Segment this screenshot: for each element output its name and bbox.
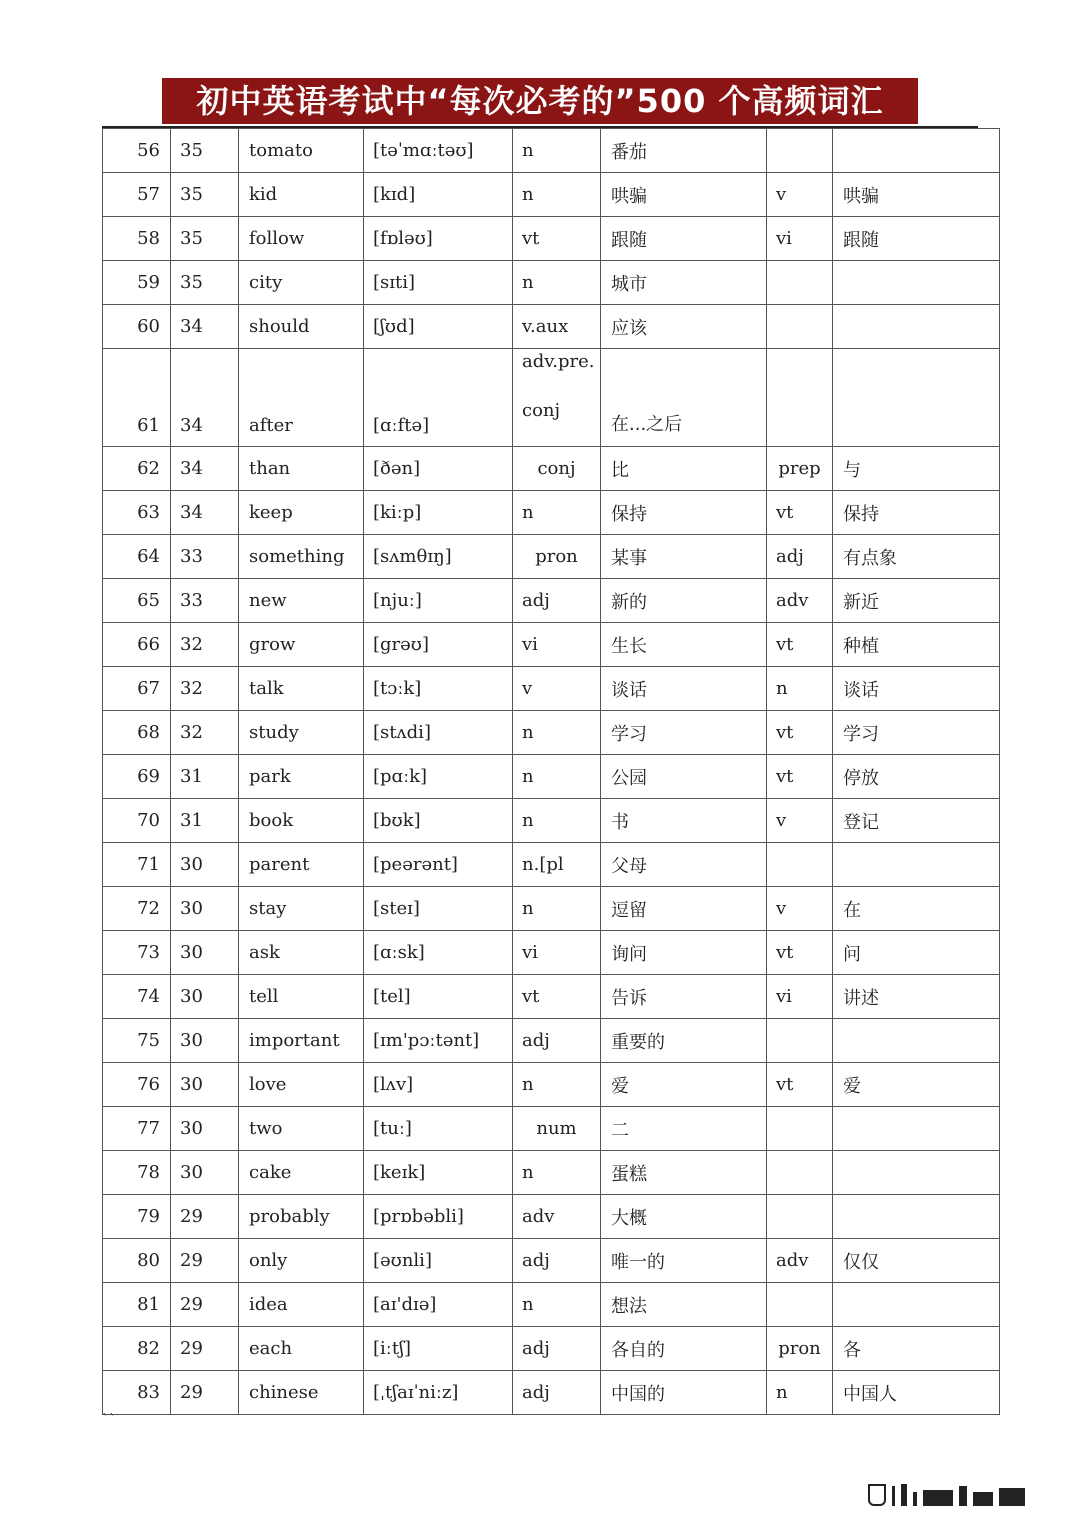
page-title: 初中英语考试中“每次必考的”500 个高频词汇: [162, 78, 918, 124]
table-row: [103, 491, 1000, 535]
part-of-speech-cell: [513, 349, 601, 447]
secondary-pos-cell: [767, 1151, 833, 1195]
part-of-speech-cell: adj: [513, 1239, 601, 1283]
secondary-meaning-cell: [833, 261, 1000, 305]
phonetic-cell: [aɪ'dɪə]: [364, 1283, 513, 1327]
phonetic-cell: [peərənt]: [364, 843, 513, 887]
part-of-speech-cell: n: [513, 129, 601, 173]
meaning-cell: 逗留: [601, 887, 767, 931]
frequency-cell: 29: [171, 1327, 239, 1371]
row-number: 77: [103, 1107, 171, 1151]
secondary-pos-cell: vt: [767, 931, 833, 975]
secondary-pos-cell: [767, 1107, 833, 1151]
secondary-pos-cell: [767, 261, 833, 305]
table-row: [103, 1151, 1000, 1195]
phonetic-cell: [kiːp]: [364, 491, 513, 535]
meaning-cell: 二: [601, 1107, 767, 1151]
meaning-cell: 生长: [601, 623, 767, 667]
part-of-speech-cell: n: [513, 261, 601, 305]
table-row: [103, 667, 1000, 711]
secondary-meaning-cell: [833, 129, 1000, 173]
word-cell: kid: [239, 173, 364, 217]
secondary-meaning-cell: [833, 349, 1000, 447]
table-row: [103, 217, 1000, 261]
secondary-meaning-cell: 讲述: [833, 975, 1000, 1019]
row-number: 56: [103, 129, 171, 173]
frequency-cell: 29: [171, 1283, 239, 1327]
table-row: [103, 579, 1000, 623]
secondary-meaning-cell: 跟随: [833, 217, 1000, 261]
row-number: 83: [103, 1371, 171, 1415]
frequency-cell: 30: [171, 1063, 239, 1107]
meaning-cell: 想法: [601, 1283, 767, 1327]
table-row: [103, 261, 1000, 305]
row-number: 75: [103, 1019, 171, 1063]
meaning-cell: 哄骗: [601, 173, 767, 217]
part-of-speech-cell: vi: [513, 931, 601, 975]
word-cell: follow: [239, 217, 364, 261]
frequency-cell: 29: [171, 1239, 239, 1283]
frequency-cell: 35: [171, 217, 239, 261]
row-number: 64: [103, 535, 171, 579]
meaning-cell: 城市: [601, 261, 767, 305]
meaning-cell: 比: [601, 447, 767, 491]
phonetic-cell: [sʌmθɪŋ]: [364, 535, 513, 579]
word-cell: ask: [239, 931, 364, 975]
meaning-cell: 书: [601, 799, 767, 843]
word-cell: probably: [239, 1195, 364, 1239]
part-of-speech-cell: vt: [513, 217, 601, 261]
phonetic-cell: [fɒləʊ]: [364, 217, 513, 261]
phonetic-cell: [ʃʊd]: [364, 305, 513, 349]
table-row: [103, 349, 1000, 447]
frequency-cell: 29: [171, 1195, 239, 1239]
row-number: 81: [103, 1283, 171, 1327]
secondary-pos-cell: vi: [767, 217, 833, 261]
frequency-cell: 34: [171, 491, 239, 535]
frequency-cell: 32: [171, 711, 239, 755]
part-of-speech-cell: n: [513, 755, 601, 799]
frequency-cell: 29: [171, 1371, 239, 1415]
word-cell: grow: [239, 623, 364, 667]
frequency-cell: 34: [171, 305, 239, 349]
phonetic-cell: [lʌv]: [364, 1063, 513, 1107]
frequency-cell: 32: [171, 623, 239, 667]
phonetic-cell: [təˈmɑːtəʊ]: [364, 129, 513, 173]
frequency-cell: 30: [171, 843, 239, 887]
word-cell: stay: [239, 887, 364, 931]
frequency-cell: 35: [171, 129, 239, 173]
row-number: 70: [103, 799, 171, 843]
meaning-cell: 爱: [601, 1063, 767, 1107]
secondary-meaning-cell: 学习: [833, 711, 1000, 755]
word-cell: than: [239, 447, 364, 491]
secondary-pos-cell: vt: [767, 755, 833, 799]
word-cell: study: [239, 711, 364, 755]
secondary-pos-cell: [767, 305, 833, 349]
meaning-cell: 询问: [601, 931, 767, 975]
secondary-pos-cell: vt: [767, 1063, 833, 1107]
row-number: 58: [103, 217, 171, 261]
part-of-speech-cell: adj: [513, 1019, 601, 1063]
secondary-pos-cell: [767, 1283, 833, 1327]
word-cell: cake: [239, 1151, 364, 1195]
table-row: [103, 1239, 1000, 1283]
secondary-meaning-cell: 在: [833, 887, 1000, 931]
word-cell: book: [239, 799, 364, 843]
phonetic-cell: [kɪd]: [364, 173, 513, 217]
meaning-cell: 谈话: [601, 667, 767, 711]
table-row: [103, 799, 1000, 843]
word-cell: after: [239, 349, 364, 447]
secondary-meaning-cell: 种植: [833, 623, 1000, 667]
part-of-speech-cell: n: [513, 1283, 601, 1327]
secondary-meaning-cell: [833, 1195, 1000, 1239]
frequency-cell: 30: [171, 1107, 239, 1151]
table-row: [103, 305, 1000, 349]
secondary-pos-cell: prep: [767, 447, 833, 491]
table-row: [103, 1063, 1000, 1107]
meaning-cell: 唯一的: [601, 1239, 767, 1283]
part-of-speech-cell: n.[pl: [513, 843, 601, 887]
word-cell: talk: [239, 667, 364, 711]
row-number: 57: [103, 173, 171, 217]
part-of-speech-cell: n: [513, 1151, 601, 1195]
meaning-cell: 公园: [601, 755, 767, 799]
phonetic-cell: [iːtʃ]: [364, 1327, 513, 1371]
meaning-cell: 新的: [601, 579, 767, 623]
part-of-speech-cell: vi: [513, 623, 601, 667]
footer-mark: ``: [102, 1412, 116, 1428]
secondary-meaning-cell: 各: [833, 1327, 1000, 1371]
table-row: [103, 931, 1000, 975]
secondary-meaning-cell: 仅仅: [833, 1239, 1000, 1283]
secondary-pos-cell: [767, 843, 833, 887]
part-of-speech-cell: n: [513, 887, 601, 931]
secondary-meaning-cell: [833, 305, 1000, 349]
phonetic-cell: [pɑːk]: [364, 755, 513, 799]
part-of-speech-cell: n: [513, 1063, 601, 1107]
phonetic-cell: [bʊk]: [364, 799, 513, 843]
phonetic-cell: [grəʊ]: [364, 623, 513, 667]
table-row: [103, 447, 1000, 491]
row-number: 72: [103, 887, 171, 931]
meaning-cell: 各自的: [601, 1327, 767, 1371]
frequency-cell: 30: [171, 887, 239, 931]
phonetic-cell: [tel]: [364, 975, 513, 1019]
row-number: 63: [103, 491, 171, 535]
secondary-meaning-cell: [833, 843, 1000, 887]
row-number: 80: [103, 1239, 171, 1283]
secondary-pos-cell: v: [767, 173, 833, 217]
row-number: 78: [103, 1151, 171, 1195]
phonetic-cell: [əʊnli]: [364, 1239, 513, 1283]
row-number: 71: [103, 843, 171, 887]
frequency-cell: 35: [171, 173, 239, 217]
watermark-icon: [868, 1484, 1058, 1506]
row-number: 76: [103, 1063, 171, 1107]
meaning-cell: 番茄: [601, 129, 767, 173]
meaning-cell: 保持: [601, 491, 767, 535]
table-row: [103, 975, 1000, 1019]
secondary-pos-cell: [767, 349, 833, 447]
frequency-cell: 33: [171, 535, 239, 579]
secondary-pos-cell: vi: [767, 975, 833, 1019]
part-of-speech-cell: adj: [513, 1327, 601, 1371]
meaning-cell: 大概: [601, 1195, 767, 1239]
phonetic-cell: [sɪti]: [364, 261, 513, 305]
phonetic-cell: [prɒbəbli]: [364, 1195, 513, 1239]
phonetic-cell: [tɔːk]: [364, 667, 513, 711]
word-cell: only: [239, 1239, 364, 1283]
frequency-cell: 30: [171, 931, 239, 975]
secondary-meaning-cell: 有点象: [833, 535, 1000, 579]
table-row: [103, 1107, 1000, 1151]
secondary-meaning-cell: 中国人: [833, 1371, 1000, 1415]
secondary-pos-cell: [767, 129, 833, 173]
row-number: 73: [103, 931, 171, 975]
pos-line: conj: [522, 400, 561, 421]
part-of-speech-cell: n: [513, 711, 601, 755]
word-cell: should: [239, 305, 364, 349]
secondary-pos-cell: adj: [767, 535, 833, 579]
row-number: 79: [103, 1195, 171, 1239]
phonetic-cell: [stʌdi]: [364, 711, 513, 755]
part-of-speech-cell: adj: [513, 579, 601, 623]
word-cell: something: [239, 535, 364, 579]
phonetic-cell: [ɑːsk]: [364, 931, 513, 975]
secondary-meaning-cell: [833, 1107, 1000, 1151]
meaning-cell: 父母: [601, 843, 767, 887]
table-row: [103, 755, 1000, 799]
meaning-cell: 告诉: [601, 975, 767, 1019]
table-row: [103, 1195, 1000, 1239]
table-row: [103, 129, 1000, 173]
row-number: 74: [103, 975, 171, 1019]
meaning-cell: 中国的: [601, 1371, 767, 1415]
frequency-cell: 33: [171, 579, 239, 623]
row-number: 67: [103, 667, 171, 711]
part-of-speech-cell: num: [513, 1107, 601, 1151]
frequency-cell: 34: [171, 447, 239, 491]
table-row: [103, 1283, 1000, 1327]
secondary-pos-cell: vt: [767, 711, 833, 755]
row-number: 82: [103, 1327, 171, 1371]
phonetic-cell: [tuː]: [364, 1107, 513, 1151]
word-cell: important: [239, 1019, 364, 1063]
secondary-pos-cell: [767, 1019, 833, 1063]
part-of-speech-cell: v.aux: [513, 305, 601, 349]
secondary-meaning-cell: 与: [833, 447, 1000, 491]
meaning-cell: 应该: [601, 305, 767, 349]
row-number: 59: [103, 261, 171, 305]
secondary-pos-cell: n: [767, 667, 833, 711]
meaning-cell: 在...之后: [601, 349, 767, 447]
secondary-pos-cell: v: [767, 799, 833, 843]
phonetic-cell: [ˌtʃaɪˈniːz]: [364, 1371, 513, 1415]
table-row: [103, 711, 1000, 755]
word-cell: keep: [239, 491, 364, 535]
table-row: [103, 173, 1000, 217]
secondary-meaning-cell: [833, 1283, 1000, 1327]
meaning-cell: 蛋糕: [601, 1151, 767, 1195]
frequency-cell: 30: [171, 1019, 239, 1063]
phonetic-cell: [steɪ]: [364, 887, 513, 931]
secondary-pos-cell: v: [767, 887, 833, 931]
word-cell: tomato: [239, 129, 364, 173]
secondary-pos-cell: pron: [767, 1327, 833, 1371]
word-cell: park: [239, 755, 364, 799]
secondary-meaning-cell: 登记: [833, 799, 1000, 843]
word-cell: two: [239, 1107, 364, 1151]
meaning-cell: 学习: [601, 711, 767, 755]
row-number: 69: [103, 755, 171, 799]
part-of-speech-cell: pron: [513, 535, 601, 579]
secondary-pos-cell: n: [767, 1371, 833, 1415]
frequency-cell: 31: [171, 755, 239, 799]
frequency-cell: 31: [171, 799, 239, 843]
meaning-cell: 跟随: [601, 217, 767, 261]
secondary-meaning-cell: 保持: [833, 491, 1000, 535]
row-number: 65: [103, 579, 171, 623]
table-row: [103, 1371, 1000, 1415]
secondary-meaning-cell: 问: [833, 931, 1000, 975]
frequency-cell: 30: [171, 975, 239, 1019]
word-cell: love: [239, 1063, 364, 1107]
part-of-speech-cell: v: [513, 667, 601, 711]
phonetic-cell: [ɑːftə]: [364, 349, 513, 447]
row-number: 66: [103, 623, 171, 667]
part-of-speech-cell: vt: [513, 975, 601, 1019]
secondary-pos-cell: adv: [767, 579, 833, 623]
secondary-meaning-cell: 新近: [833, 579, 1000, 623]
frequency-cell: 32: [171, 667, 239, 711]
secondary-meaning-cell: [833, 1019, 1000, 1063]
part-of-speech-cell: adj: [513, 1371, 601, 1415]
row-number: 60: [103, 305, 171, 349]
frequency-cell: 35: [171, 261, 239, 305]
secondary-meaning-cell: [833, 1151, 1000, 1195]
table-row: [103, 623, 1000, 667]
part-of-speech-cell: conj: [513, 447, 601, 491]
table-row: [103, 1019, 1000, 1063]
table-row: [103, 843, 1000, 887]
word-cell: chinese: [239, 1371, 364, 1415]
pos-line: adv.pre.: [522, 351, 595, 372]
secondary-pos-cell: vt: [767, 491, 833, 535]
table-row: [103, 887, 1000, 931]
part-of-speech-cell: n: [513, 799, 601, 843]
part-of-speech-cell: n: [513, 173, 601, 217]
part-of-speech-cell: adv: [513, 1195, 601, 1239]
word-cell: parent: [239, 843, 364, 887]
phonetic-cell: [keɪk]: [364, 1151, 513, 1195]
word-cell: idea: [239, 1283, 364, 1327]
word-cell: tell: [239, 975, 364, 1019]
secondary-meaning-cell: 谈话: [833, 667, 1000, 711]
frequency-cell: 34: [171, 349, 239, 447]
part-of-speech-cell: n: [513, 491, 601, 535]
table-row: [103, 1327, 1000, 1371]
word-cell: each: [239, 1327, 364, 1371]
secondary-meaning-cell: 哄骗: [833, 173, 1000, 217]
meaning-cell: 重要的: [601, 1019, 767, 1063]
phonetic-cell: [ɪm'pɔːtənt]: [364, 1019, 513, 1063]
word-cell: new: [239, 579, 364, 623]
secondary-pos-cell: adv: [767, 1239, 833, 1283]
vocabulary-table: [102, 128, 1000, 1415]
secondary-pos-cell: vt: [767, 623, 833, 667]
row-number: 68: [103, 711, 171, 755]
phonetic-cell: [njuː]: [364, 579, 513, 623]
secondary-pos-cell: [767, 1195, 833, 1239]
word-cell: city: [239, 261, 364, 305]
frequency-cell: 30: [171, 1151, 239, 1195]
phonetic-cell: [ðən]: [364, 447, 513, 491]
secondary-meaning-cell: 爱: [833, 1063, 1000, 1107]
meaning-cell: 某事: [601, 535, 767, 579]
row-number: 62: [103, 447, 171, 491]
secondary-meaning-cell: 停放: [833, 755, 1000, 799]
table-row: [103, 535, 1000, 579]
row-number: 61: [103, 349, 171, 447]
